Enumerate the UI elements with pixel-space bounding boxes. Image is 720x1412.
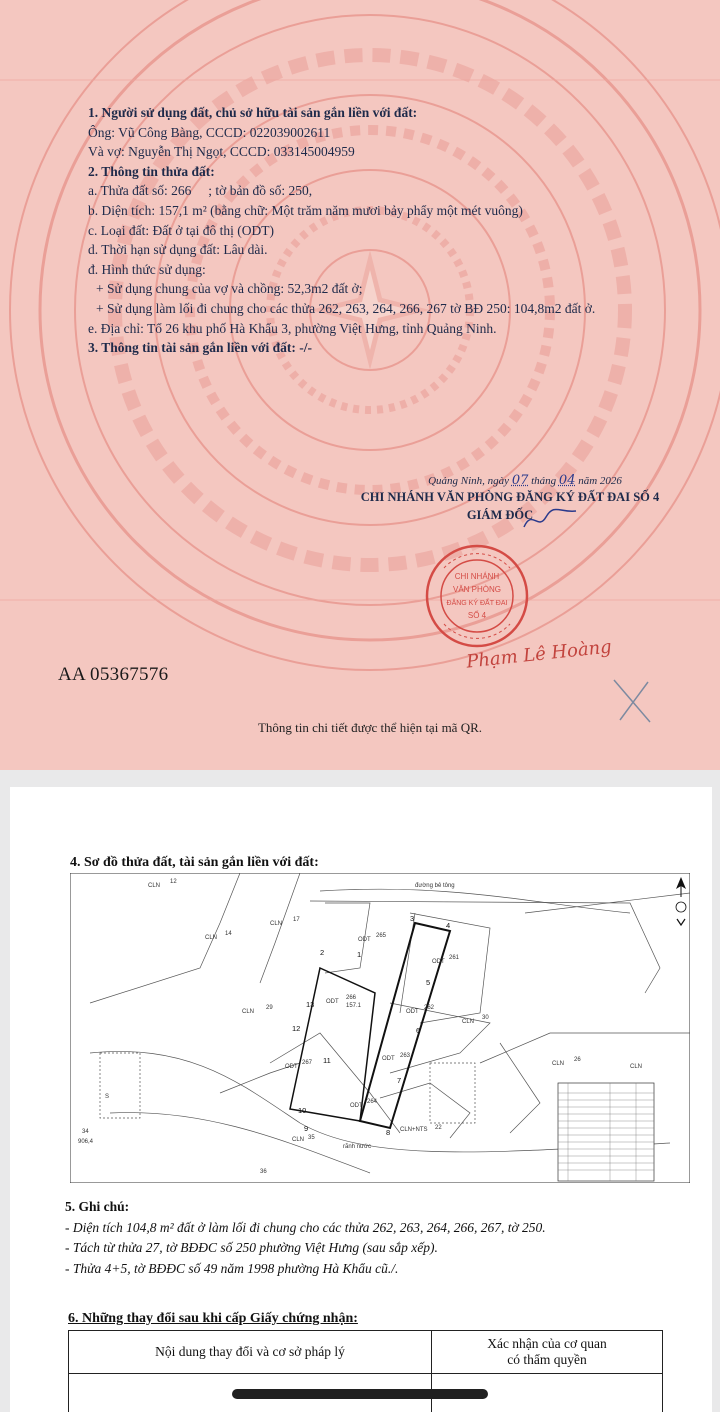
coordinate-table (558, 1083, 654, 1181)
notes-title: 5. Ghi chú: (65, 1199, 130, 1214)
label-odt261: ODT (432, 959, 445, 965)
official-stamp (424, 543, 530, 649)
point-6: 6 (416, 1026, 421, 1035)
date-month: 04 (558, 473, 576, 488)
label-cln12: CLN (148, 883, 161, 889)
notes-section (65, 1197, 546, 1279)
issue-date (360, 473, 690, 488)
confirmation-line-2: có thẩm quyền (507, 1352, 587, 1367)
signer-name: Phạm Lê Hoàng (465, 636, 613, 673)
certificate-info (88, 103, 688, 358)
label-odt266: ODT (326, 999, 339, 1005)
label-odt263: ODT (382, 1056, 395, 1062)
label-n261: 261 (449, 955, 460, 961)
label-clnnts: CLN+NTS (400, 1127, 428, 1133)
label-drain: rãnh nước (343, 1144, 371, 1150)
date-year: năm 2026 (578, 475, 622, 487)
changes-col-content: Nội dung thay đổi và cơ sở pháp lý (69, 1331, 432, 1374)
point-12: 12 (292, 1024, 301, 1033)
label-s: S (105, 1094, 110, 1100)
point-5: 5 (426, 978, 431, 987)
label-n30: 30 (482, 1015, 489, 1021)
label-n262: 262 (424, 1005, 435, 1011)
label-cln30: CLN (462, 1019, 475, 1025)
label-n267: 267 (302, 1060, 313, 1066)
label-cln26: CLN (552, 1061, 565, 1067)
point-3: 3 (410, 914, 415, 923)
label-n29: 29 (266, 1005, 273, 1011)
stamp-line-2: VĂN PHÒNG (452, 585, 502, 594)
land-type-line: c. Loại đất: Đất ở tại đô thị (ODT) (88, 222, 274, 238)
point-1: 1 (357, 950, 362, 959)
label-n17: 17 (293, 917, 300, 923)
date-prefix: Quảng Ninh, ngày (428, 475, 510, 487)
point-4: 4 (446, 921, 451, 930)
label-road: đường bê tông (415, 883, 455, 889)
point-13: 13 (306, 1000, 315, 1009)
confirmation-line-1: Xác nhận của cơ quan (487, 1336, 607, 1351)
stamp-line-4: SỐ 4 (467, 611, 487, 620)
label-cln35: CLN (292, 1137, 305, 1143)
issuing-branch: CHI NHÁNH VĂN PHÒNG ĐĂNG KÝ ĐẤT ĐAI SỐ 4 (360, 490, 660, 504)
parcel-map (70, 873, 690, 1183)
duration-line: d. Thời hạn sử dụng đất: Lâu dài. (88, 242, 268, 258)
point-2: 2 (320, 948, 325, 957)
label-cln29: CLN (242, 1009, 255, 1015)
spouse-line: Và vợ: Nguyễn Thị Ngọt, CCCD: 033145004959 (88, 144, 355, 160)
label-odt262: ODT (406, 1009, 419, 1015)
label-cln-right: CLN (630, 1064, 643, 1070)
plot-page (10, 787, 712, 1412)
stamp-line-3: ĐĂNG KÝ ĐẤT ĐAI (446, 600, 508, 607)
date-month-label: tháng (531, 475, 557, 487)
note-line-3: - Thửa 4+5, tờ BĐĐC số 49 năm 1998 phường Hà Khẩu cũ./. (65, 1260, 399, 1276)
note-line-2: - Tách từ thửa 27, tờ BĐĐC số 250 phường Việt Hưng (sau sắp xếp). (65, 1240, 438, 1255)
parcel-line: a. Thửa đất số: 266 ; tờ bản đồ số: 250, (88, 183, 313, 199)
owner-line: Ông: Vũ Công Bàng, CCCD: 022039002611 (88, 124, 331, 140)
label-n34: 34 (82, 1129, 89, 1135)
director-title: GIÁM ĐỐC (466, 508, 534, 522)
label-n266: 266 (346, 995, 357, 1001)
label-n36: 36 (260, 1169, 267, 1175)
label-n35: 35 (308, 1135, 315, 1141)
label-cln17: CLN (270, 921, 283, 927)
section3-title: 3. Thông tin tài sản gắn liền với đất: -/- (88, 340, 313, 356)
note-line-1: - Diện tích 104,8 m² đất ở làm lối đi chung cho các thửa 262, 263, 264, 266, 267, tờ 250. (65, 1219, 546, 1235)
point-8: 8 (386, 1128, 391, 1137)
label-n12: 12 (170, 879, 177, 885)
usage-shared-line: + Sử dụng chung của vợ và chồng: 52,3m2 đất ở; (96, 281, 363, 297)
point-10: 10 (298, 1106, 307, 1115)
section2-title: 2. Thông tin thửa đất: (88, 163, 215, 179)
qr-note: Thông tin chi tiết được thể hiện tại mã QR. (257, 720, 483, 735)
home-indicator[interactable] (232, 1389, 488, 1399)
label-cln14: CLN (205, 935, 218, 941)
serial-number: AA 05367576 (58, 664, 169, 685)
section1-title: 1. Người sử dụng đất, chủ sở hữu tài sản gắn liền với đất: (88, 105, 418, 120)
date-day: 07 (511, 473, 529, 488)
point-11: 11 (323, 1056, 331, 1065)
label-n14: 14 (225, 931, 232, 937)
label-odt264: ODT (350, 1103, 363, 1109)
label-n26: 26 (574, 1057, 581, 1063)
address-line: e. Địa chỉ: Tổ 26 khu phố Hà Khẩu 3, phường Việt Hưng, tỉnh Quảng Ninh. (88, 320, 497, 336)
stamp-line-1: CHI NHÁNH (454, 572, 500, 581)
changes-title (68, 1311, 358, 1327)
area-line: b. Diện tích: 157,1 m² (bằng chữ: Một trăm năm mươi bảy phẩy một mét vuông) (88, 202, 523, 218)
changes-table (68, 1330, 663, 1412)
usage-path-line: + Sử dụng làm lối đi chung cho các thửa 262, 263, 264, 266, 267 tờ BĐ 250: 104,8m2 đất ở. (96, 300, 596, 316)
usage-form-line: đ. Hình thức sử dụng: (88, 261, 206, 277)
cross-mark (610, 676, 655, 726)
label-n22: 22 (435, 1125, 442, 1131)
point-9: 9 (304, 1124, 309, 1133)
label-odt265: ODT (358, 937, 371, 943)
label-n906: 906,4 (78, 1139, 94, 1145)
label-n265: 265 (376, 933, 387, 939)
changes-col-confirmation (432, 1331, 663, 1374)
label-area266: 157.1 (346, 1003, 362, 1009)
point-7: 7 (397, 1076, 402, 1085)
changes-title-text: 6. Những thay đổi sau khi cấp Giấy chứng nhận: (68, 1311, 358, 1326)
plot-section-title: 4. Sơ đồ thửa đất, tài sản gắn liền với đất: (70, 855, 319, 870)
handwritten-initials (520, 505, 580, 535)
label-n264: 264 (367, 1099, 378, 1105)
label-n263: 263 (400, 1053, 411, 1059)
label-odt267: ODT (285, 1064, 298, 1070)
